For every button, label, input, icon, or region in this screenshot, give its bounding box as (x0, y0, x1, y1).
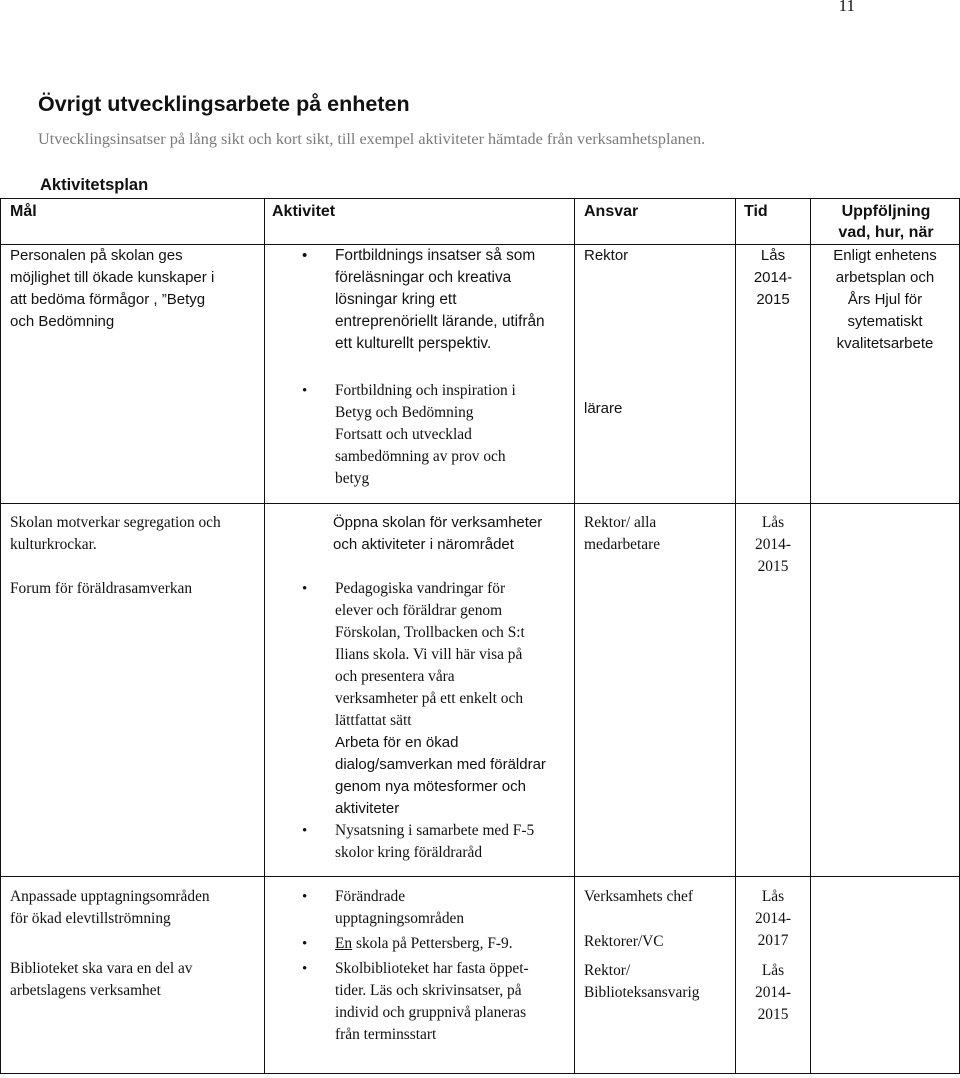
header-ansvar: Ansvar (584, 203, 639, 220)
r3-activity-bullet-3: • Skolbiblioteket har fasta öppet- tider. Läs och skrivinsatser, på individ och gruppnivå planeras från terminsstart (302, 960, 529, 1043)
r3-tid-2: Lås 2014- 2015 (755, 962, 791, 1023)
r1-activity-bullet-1: • Fortbildnings insatser så som föreläsningar och kreativa lösningar kring ett entreprenöriellt lärande, utifrån ett kulturellt perspektiv. (302, 247, 545, 352)
header-uppfoljning-line1: Uppföljning (841, 203, 931, 220)
underlined-word: En (335, 935, 353, 952)
r2-activity-bullet-2: • Nysatsning i samarbete med F-5 skolor kring föräldraråd (302, 822, 535, 861)
r2-mal: Skolan motverkar segregation och kulturkrockar. (10, 514, 221, 553)
r1-ansvar-rektor: Rektor (584, 247, 629, 264)
page-number: 11 (838, 0, 855, 15)
plan-title: Aktivitetsplan (40, 176, 149, 194)
bullet-icon: • (302, 936, 308, 952)
bullet-icon: • (302, 581, 308, 597)
r2-activity-intro: Öppna skolan för verksamheter och aktiviteter i närområdet (333, 514, 543, 553)
r1-mal: Personalen på skolan ges möjlighet till ökade kunskaper i att bedöma förmågor , ”Betyg och Bedömning (10, 247, 215, 330)
r3-mal-upptagning: Anpassade upptagningsområden för ökad elevtillströmning (10, 888, 210, 927)
bullet-icon: • (302, 247, 308, 264)
r2-ansvar: Rektor/ alla medarbetare (584, 514, 661, 553)
r3-tid-1: Lås 2014- 2017 (755, 888, 791, 949)
bullet-icon: • (302, 383, 308, 399)
table-bottom-border (0, 1073, 960, 1074)
r3-ansvar-rektorer: Rektorer/VC (584, 933, 664, 950)
header-aktivitet: Aktivitet (272, 203, 336, 220)
header-uppfoljning (818, 201, 954, 243)
r3-ansvar-bibliotek: Rektor/ Biblioteksansvarig (584, 962, 700, 1001)
r2-tid: Lås 2014- 2015 (755, 514, 791, 575)
header-uppfoljning-line2: vad, hur, när (838, 224, 934, 241)
bullet-icon: • (302, 823, 308, 839)
table-top-border (0, 198, 960, 199)
row-divider (0, 876, 960, 877)
r3-activity-bullet-2: • En skola på Pettersberg, F-9. (335, 933, 513, 955)
r3-ansvar-verksamhetschef: Verksamhets chef (584, 888, 693, 905)
r1-activity-bullet-2: • Fortbildning och inspiration i Betyg och Bedömning Fortsatt och utvecklad sambedömning av prov och betyg (302, 382, 516, 487)
r1-tid: Lås 2014- 2015 (753, 247, 793, 308)
r3-mal-biblioteket: Biblioteket ska vara en del av arbetslagens verksamhet (10, 960, 193, 999)
section-heading: Övrigt utvecklingsarbete på enheten (38, 92, 410, 116)
r1-ansvar-larare: lärare (584, 400, 623, 417)
column-divider (0, 198, 1, 1074)
bullet-icon: • (302, 961, 308, 977)
header-tid: Tid (744, 203, 768, 220)
r2-activity-bullet-1: • Pedagogiska vandringar för elever och föräldrar genom Förskolan, Trollbacken och S:t Ilians skola. Vi vill här visa på och presentera våra verksamheter på ett enkelt och lättfattat sätt Arbeta för en ökad dialog/samverkan med föräldrar genom nya mötesformer och aktiviteter (302, 580, 546, 817)
column-divider (264, 198, 265, 1074)
column-divider (574, 198, 575, 1074)
row-divider (0, 503, 960, 504)
r2-mal-forum: Forum för föräldrasamverkan (10, 580, 193, 597)
intro-text: Utvecklingsinsatser på lång sikt och kort sikt, till exempel aktiviteter hämtade från verksamhetsplanen. (38, 130, 706, 148)
r1-uppfoljning: Enligt enhetens arbetsplan och Års Hjul för sytematiskt kvalitetsarbete (833, 247, 937, 352)
r3-activity-bullet-1: • Förändrade upptagningsområden (302, 888, 465, 927)
header-mal: Mål (10, 203, 37, 220)
bullet-icon: • (302, 889, 308, 905)
